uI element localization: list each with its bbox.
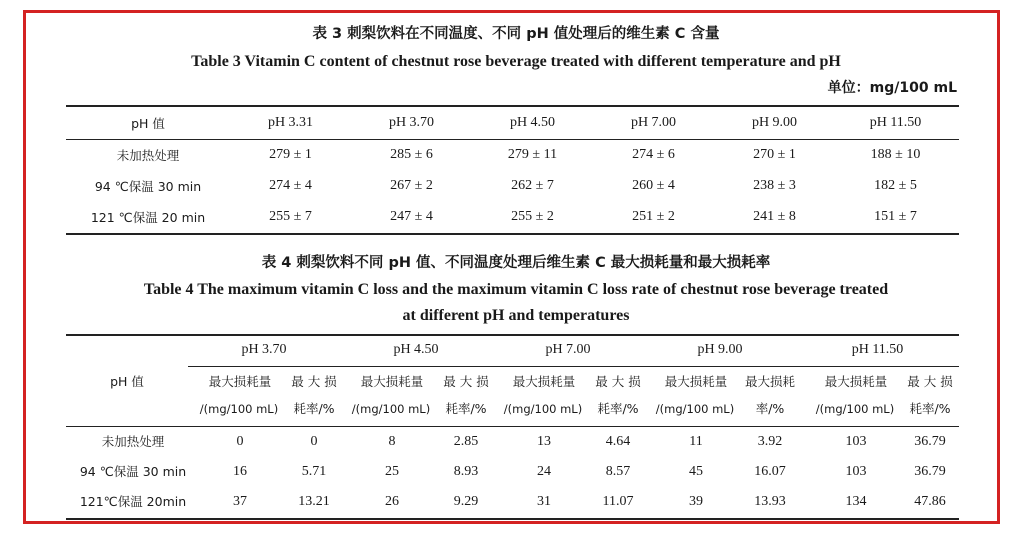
table-cell: 26 <box>385 494 399 509</box>
table4-caption-en: Table 4 The maximum vitamin C loss and the maximum vitamin C loss rate of chestnut rose beverage treated <box>143 281 889 298</box>
table-cell: 11 <box>689 434 703 449</box>
table-cell: 3.92 <box>757 434 783 449</box>
table4-subheader: 最 大 损 <box>291 374 337 389</box>
table-cell: 182 ± 5 <box>874 178 917 193</box>
table-cell: 36.79 <box>914 464 946 479</box>
table3-caption-en: Table 3 Vitamin C content of chestnut rose beverage treated with different temperature and pH <box>191 53 841 70</box>
table-cell: 8.93 <box>453 464 479 479</box>
table-cell: 188 ± 10 <box>870 147 921 162</box>
table-cell: 16.07 <box>754 464 786 479</box>
table-cell: 47.86 <box>914 494 946 509</box>
row-label: 121 ℃保温 20 min <box>90 210 206 225</box>
table4-subheader-unit: /(mg/100 mL) <box>351 402 431 416</box>
table3-header-cell: pH 3.70 <box>388 115 435 130</box>
table3-bottom-rule <box>66 233 959 235</box>
table-row <box>66 431 959 453</box>
table-cell: 255 ± 2 <box>511 209 554 224</box>
table3-header-ph: pH 值 <box>131 116 165 131</box>
table-cell: 0 <box>236 434 244 449</box>
table4-group-header: pH 4.50 <box>393 342 439 357</box>
table4-subheader-unit: 耗率/% <box>445 401 487 416</box>
table-cell: 267 ± 2 <box>390 178 433 193</box>
table-cell: 13.93 <box>754 494 786 509</box>
table-cell: 31 <box>537 494 551 509</box>
table-cell: 2.85 <box>453 434 479 449</box>
table-cell: 9.29 <box>453 494 479 509</box>
table4-row-header: pH 值 <box>110 374 144 389</box>
table-cell: 8 <box>388 434 396 449</box>
table-cell: 262 ± 7 <box>511 178 554 193</box>
table4-group-header: pH 7.00 <box>545 342 591 357</box>
table4-subheader: 最大损耗量 <box>664 374 728 389</box>
table4-header-rule <box>66 426 959 427</box>
table-cell: 247 ± 4 <box>390 209 433 224</box>
table-cell: 13 <box>537 434 551 449</box>
table3-caption-cn: 表 3 刺梨饮料在不同温度、不同 pH 值处理后的维生素 C 含量 <box>312 26 720 42</box>
table4-subheader: 最 大 损 <box>595 374 641 389</box>
table4-top-rule <box>66 334 959 336</box>
row-label: 94 ℃保温 30 min <box>94 179 202 194</box>
table4-subheader-unit: /(mg/100 mL) <box>199 402 279 416</box>
table3-top-rule <box>66 105 959 107</box>
table-cell: 8.57 <box>605 464 631 479</box>
table-cell: 16 <box>233 464 247 479</box>
table4-subheader-unit: /(mg/100 mL) <box>655 402 735 416</box>
table-cell: 251 ± 2 <box>632 209 675 224</box>
table3-unit: 单位：mg/100 mL <box>827 80 957 96</box>
table-cell: 5.71 <box>301 464 327 479</box>
table-row <box>66 143 959 167</box>
table-cell: 24 <box>537 464 551 479</box>
table-row <box>66 205 959 229</box>
table4-subheader: 最 大 损 <box>443 374 489 389</box>
table4-subheader: 最大损耗 <box>744 374 795 389</box>
table-cell: 279 ± 11 <box>507 147 558 162</box>
row-label: 未加热处理 <box>116 148 180 163</box>
table4-bottom-rule <box>66 518 959 520</box>
table-cell: 13.21 <box>298 494 330 509</box>
table-cell: 151 ± 7 <box>874 209 917 224</box>
table-cell: 274 ± 4 <box>269 178 312 193</box>
table4-caption-cn: 表 4 刺梨饮料不同 pH 值、不同温度处理后维生素 C 最大损耗量和最大损耗率 <box>261 255 771 271</box>
table4-caption-en-line2: at different pH and temperatures <box>402 307 630 324</box>
row-label: 94 ℃保温 30 min <box>79 464 187 479</box>
table4-subheader-unit: 耗率/% <box>597 401 639 416</box>
table-cell: 238 ± 3 <box>753 178 796 193</box>
table-cell: 274 ± 6 <box>632 147 675 162</box>
table3-header-rule <box>66 139 959 140</box>
table-cell: 241 ± 8 <box>753 209 796 224</box>
table4-subheader-row-1 <box>66 371 959 393</box>
table-cell: 285 ± 6 <box>390 147 433 162</box>
table-cell: 103 <box>845 464 867 479</box>
table3-header-cell: pH 9.00 <box>751 115 798 130</box>
table-cell: 134 <box>845 494 867 509</box>
table-row <box>66 461 959 483</box>
table4-group-rule <box>188 366 959 367</box>
table4-subheader-unit: 耗率/% <box>909 401 951 416</box>
table4-group-header: pH 9.00 <box>697 342 743 357</box>
table4-group-header: pH 3.70 <box>241 342 287 357</box>
table4-subheader: 最大损耗量 <box>360 374 424 389</box>
table4-subheader: 最大损耗量 <box>208 374 272 389</box>
table-cell: 11.07 <box>602 494 634 509</box>
table-cell: 25 <box>385 464 399 479</box>
table-cell: 0 <box>310 434 318 449</box>
table-cell: 39 <box>689 494 703 509</box>
table4-subheader-unit: /(mg/100 mL) <box>503 402 583 416</box>
table-cell: 270 ± 1 <box>753 147 796 162</box>
table3-header-row <box>66 111 959 135</box>
row-label: 未加热处理 <box>101 434 165 449</box>
table4-subheader-unit: 耗率/% <box>293 401 335 416</box>
table4-subheader: 最大损耗量 <box>512 374 576 389</box>
table-cell: 4.64 <box>605 434 631 449</box>
table-cell: 103 <box>845 434 867 449</box>
table4-subheader-unit: 率/% <box>755 401 785 416</box>
table4-group-row <box>66 339 959 361</box>
table4-group-header: pH 11.50 <box>851 342 904 357</box>
table-row <box>66 174 959 198</box>
table-cell: 36.79 <box>914 434 946 449</box>
table-cell: 279 ± 1 <box>269 147 312 162</box>
table-cell: 45 <box>689 464 703 479</box>
table4-subheader-row-2 <box>66 398 959 420</box>
table3-header-cell: pH 3.31 <box>267 115 314 130</box>
table-cell: 255 ± 7 <box>269 209 312 224</box>
row-label: 121℃保温 20min <box>79 494 187 509</box>
table-cell: 37 <box>233 494 247 509</box>
table3-header-cell: pH 4.50 <box>509 115 556 130</box>
table4-subheader: 最大损耗量 <box>824 374 888 389</box>
table3-header-cell: pH 7.00 <box>630 115 677 130</box>
table4-subheader: 最 大 损 <box>907 374 953 389</box>
table3-header-cell: pH 11.50 <box>869 115 922 130</box>
table-row <box>66 491 959 513</box>
table-cell: 260 ± 4 <box>632 178 675 193</box>
table4-subheader-unit: /(mg/100 mL) <box>815 402 895 416</box>
